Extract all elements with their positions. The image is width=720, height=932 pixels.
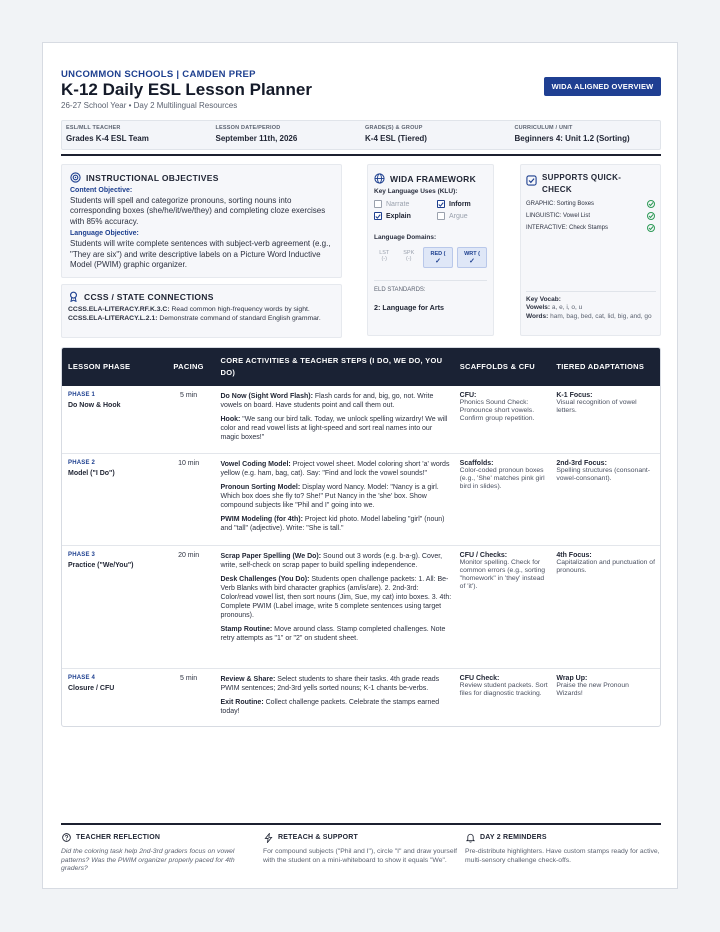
check-circle-icon — [647, 200, 655, 208]
support-item — [526, 212, 655, 220]
step-title: Pronoun Sorting Model: — [220, 484, 301, 491]
wida-overview-button[interactable]: WIDA ALIGNED OVERVIEW — [544, 77, 661, 96]
tiered-cell — [553, 454, 660, 545]
domain-reading[interactable] — [423, 247, 453, 268]
scaffold-text: Monitor spelling. Check for common errors (e.g., sorting "homework" in 'they' instead of 'it'). — [459, 559, 546, 590]
teacher-reflection — [61, 832, 257, 874]
checkbox-checked-icon — [437, 200, 445, 208]
wida-title: WIDA FRAMEWORK — [390, 173, 477, 184]
vowels-list: a, e, i, o, u — [550, 304, 583, 311]
activity-step — [220, 415, 451, 442]
domain-writing[interactable] — [457, 247, 487, 268]
scaffold-heading: CFU / Checks: — [459, 552, 508, 559]
step-title: Vowel Coding Model: — [220, 461, 291, 468]
meta-unit — [511, 121, 661, 149]
supports-title: SUPPORTS QUICK-CHECK — [542, 173, 622, 194]
klu-label-text: Narrate — [386, 200, 410, 208]
step-text: Sound out 3 words (e.g. b-a-g). Cover, write, self-check on scrap paper to build spelling independence. — [220, 553, 443, 569]
header-core-activities: CORE ACTIVITIES & TEACHER STEPS (I DO, WE DO, YOU DO) — [220, 356, 443, 377]
step-title: Stamp Routine: — [220, 626, 273, 633]
scaffold-cell — [456, 454, 554, 545]
step-title: Do Now (Sight Word Flash): — [220, 393, 313, 400]
scaffold-text: Color-coded pronoun boxes (e.g., 'She' matches pink girl bird in slides). — [459, 467, 545, 490]
lesson-meta-bar — [61, 120, 661, 150]
scaffold-cell — [456, 386, 554, 453]
eld-label: ELD STANDARDS: — [374, 287, 426, 293]
activity-step — [220, 625, 451, 643]
content-objective-label: Content Objective: — [70, 187, 133, 194]
phase-number: PHASE 4 — [68, 675, 96, 681]
words-list: ham, bag, bed, cat, lid, big, and, go — [548, 312, 652, 320]
phase-cell — [62, 546, 161, 668]
reteach-text: For compound subjects ("Phil and I"), circle "I" and draw yourself with the student on a mini-whiteboard to show it equals "We". — [263, 848, 458, 864]
objectives-title: INSTRUCTIONAL OBJECTIVES — [86, 172, 219, 183]
header-lesson-phase: LESSON PHASE — [68, 362, 131, 371]
reflection-text: Did the coloring task help 2nd-3rd graders focus on vowel patterns? Was the PWIM organizer properly paced for 4th graders? — [61, 848, 235, 873]
meta-label: GRADE(S) & GROUP — [365, 125, 423, 131]
reteach-title: RETEACH & SUPPORT — [278, 834, 359, 841]
klu-options — [374, 200, 487, 220]
step-text: Project vowel sheet. Model coloring short 'a' words yellow (e.g. ham, bag, cat). Say: "Find and lock the vowel sounds!" — [220, 461, 450, 477]
domain-listening[interactable] — [374, 247, 395, 268]
checkbox-empty-icon — [437, 212, 445, 220]
domain-mark: ✓ — [435, 258, 441, 265]
target-icon — [70, 172, 81, 183]
checkbox-empty-icon — [374, 200, 382, 208]
activity-step — [220, 515, 451, 533]
domain-code: SPK — [403, 250, 415, 256]
step-text: "We sang our bird talk. Today, we unlock spelling wizardry! We will color and read vowel lists at light-speed and sort real names into our magic boxes!" — [220, 416, 448, 441]
core-cell — [216, 546, 455, 668]
scaffold-text: Review student packets. Sort files for diagnostic tracking. — [459, 682, 548, 697]
supports-list — [526, 200, 655, 232]
key-vocab — [526, 291, 656, 321]
tiered-cell — [553, 546, 660, 668]
phase-cell — [62, 386, 161, 453]
check-circle-icon — [647, 224, 655, 232]
check-square-icon — [526, 175, 537, 186]
core-cell — [216, 386, 455, 453]
meta-teacher — [62, 121, 212, 149]
phase-cell — [62, 454, 161, 545]
header-scaffolds: SCAFFOLDS & CFU — [459, 362, 536, 371]
reflection-heading — [61, 832, 257, 843]
step-text: Collect challenge packets. Celebrate the stamps earned today! — [220, 699, 440, 715]
check-circle-icon — [647, 212, 655, 220]
meta-value: Beginners 4: Unit 1.2 (Sorting) — [514, 134, 630, 143]
activity-step — [220, 392, 451, 410]
step-title: Scrap Paper Spelling (We Do): — [220, 553, 322, 560]
ccss-list — [68, 306, 335, 323]
meta-grade — [361, 121, 511, 149]
language-domains — [374, 247, 487, 268]
step-text: Project kid photo. Model labeling "girl" (noun) and "tall" (adjective). Write: "She is tall." — [220, 516, 445, 532]
table-row — [62, 453, 660, 545]
reminders-title: DAY 2 REMINDERS — [480, 834, 547, 841]
klu-label: Key Language Uses (KLU): — [374, 188, 458, 195]
klu-label-text: Argue — [449, 212, 468, 220]
wida-heading — [374, 173, 487, 184]
domain-mark: (-) — [381, 256, 387, 262]
pacing-cell: 20 min — [178, 552, 200, 559]
reminders-text: Pre-distribute highlighters. Have custom stamps ready for active, multi-sensory challenge check-offs. — [465, 848, 660, 864]
reminders-heading — [465, 832, 661, 843]
step-text: Flash cards for and, big, go, not. Write vowels on board. Have students point and call them out. — [220, 393, 434, 409]
reteach-heading — [263, 832, 459, 843]
klu-argue[interactable] — [437, 212, 500, 220]
step-title: Desk Challenges (You Do): — [220, 576, 310, 583]
vowels-label: Vowels: — [526, 304, 551, 311]
activity-step — [220, 460, 451, 478]
tier-text: Capitalization and punctuation of pronouns. — [556, 559, 655, 574]
scaffold-heading: CFU Check: — [459, 675, 500, 682]
ccss-card — [61, 284, 342, 338]
domain-code: WRT ( — [464, 251, 480, 257]
klu-label-text: Explain — [386, 212, 411, 220]
scaffold-heading: Scaffolds: — [459, 460, 494, 467]
scaffold-heading: CFU: — [459, 392, 477, 399]
supports-heading — [526, 172, 655, 196]
reteach-support — [263, 832, 459, 865]
activity-step — [220, 552, 451, 570]
header-divider — [61, 154, 661, 156]
table-row — [62, 386, 660, 453]
tiered-cell — [553, 669, 660, 727]
support-text: INTERACTIVE: Check Stamps — [526, 225, 609, 231]
phase-number: PHASE 2 — [68, 460, 96, 466]
phase-name: Do Now & Hook — [68, 402, 121, 409]
activity-step — [220, 675, 451, 693]
tier-text: Praise the new Pronoun Wizards! — [556, 682, 629, 697]
phase-number: PHASE 3 — [68, 552, 96, 558]
meta-label: ESL/MLL TEACHER — [66, 125, 121, 131]
lesson-plan-sheet — [42, 42, 678, 889]
ccss-text: Read common high-frequency words by sight. — [169, 306, 310, 313]
scaffold-cell — [456, 546, 554, 668]
pacing-cell: 10 min — [178, 460, 200, 467]
lesson-phases-table — [61, 347, 661, 727]
domain-speaking[interactable] — [399, 247, 420, 268]
step-text: Display word Nancy. Model: "Nancy is a girl. Which box does she fly to? She!" Put Nancy in the 'she' box. Show compound subjects like "Phil and I" going into we. — [220, 484, 439, 509]
eld-value: 2: Language for Arts — [374, 303, 445, 312]
pacing-cell: 5 min — [180, 675, 198, 682]
help-circle-icon — [61, 832, 72, 843]
globe-icon — [374, 173, 385, 184]
header-pacing: PACING — [173, 362, 204, 371]
award-icon — [68, 291, 79, 302]
ccss-title: CCSS / STATE CONNECTIONS — [84, 291, 214, 302]
step-title: Hook: — [220, 416, 241, 423]
ccss-code: CCSS.ELA-LITERACY.L.2.1: — [68, 314, 158, 322]
meta-date — [212, 121, 362, 149]
phase-name: Closure / CFU — [68, 685, 115, 692]
org-name: UNCOMMON SCHOOLS | CAMDEN PREP — [61, 69, 256, 80]
step-title: Exit Routine: — [220, 699, 264, 706]
pacing-cell: 5 min — [180, 392, 198, 399]
phase-name: Practice ("We/You") — [68, 562, 134, 569]
supports-card — [520, 164, 661, 336]
ccss-text: Demonstrate command of standard English grammar. — [157, 314, 321, 322]
tiered-cell — [553, 386, 660, 453]
domain-mark: ✓ — [469, 258, 475, 265]
support-item — [526, 224, 655, 232]
objectives-heading — [70, 172, 333, 183]
wida-card — [367, 164, 494, 336]
vocab-label: Key Vocab: — [526, 296, 561, 303]
tier-heading: Wrap Up: — [556, 675, 588, 682]
domain-code: RED ( — [430, 251, 446, 257]
words-label: Words: — [526, 312, 549, 320]
page-title: K-12 Daily ESL Lesson Planner — [61, 80, 312, 99]
vocab-vowels — [526, 304, 656, 313]
support-item — [526, 200, 655, 208]
tier-text: Visual recognition of vowel letters. — [556, 399, 637, 414]
step-title: Review & Share: — [220, 676, 276, 683]
step-text: Move around class. Stamp completed challenges. Note retry attempts as "1" or "2" on student sheet. — [220, 626, 446, 642]
activity-step — [220, 698, 451, 716]
meta-value: K-4 ESL (Tiered) — [365, 134, 427, 143]
objectives-card — [61, 164, 342, 278]
tier-heading: 4th Focus: — [556, 552, 592, 559]
domain-mark: (-) — [406, 256, 412, 262]
ccss-item — [68, 315, 335, 324]
phase-number: PHASE 1 — [68, 392, 96, 398]
page-subtitle: 26-27 School Year • Day 2 Multilingual Resources — [61, 101, 238, 110]
table-header — [62, 348, 660, 386]
core-cell — [216, 454, 455, 545]
klu-inform[interactable] — [437, 200, 500, 208]
tier-heading: K-1 Focus: — [556, 392, 593, 399]
lightning-icon — [263, 832, 274, 843]
meta-value: Grades K-4 ESL Team — [66, 134, 149, 143]
eld-standards — [374, 280, 487, 312]
domains-label: Language Domains: — [374, 234, 437, 241]
activity-step — [220, 575, 451, 620]
phase-cell — [62, 669, 161, 727]
support-text: LINGUISTIC: Vowel List — [526, 213, 591, 219]
language-objective-text: Students will write complete sentences with subject-verb agreement (e.g., "They are six") and write descriptive labels on a Picture Word Inductive Model (PWIM) graphic organizer. — [70, 239, 331, 270]
core-cell — [216, 669, 455, 727]
table-row — [62, 545, 660, 668]
tier-text: Spelling structures (consonant-vowel-consonant). — [556, 467, 651, 482]
step-text: Students open challenge packets: 1. All: Be-Verb Blanks with bird character graphics (am/is/are). 2. 2nd-3rd: Color/read vowel list, then sort nouns (Jim, Sue, my cat) into boxes. 3. 4th: Complete PWIM (Label image, write 5 complete sentences using target pronouns). — [220, 576, 452, 619]
domain-code: LST — [379, 250, 390, 256]
klu-explain[interactable] — [374, 212, 437, 220]
table-row — [62, 668, 660, 727]
footer-divider — [61, 823, 661, 825]
header-tiered: TIERED ADAPTATIONS — [556, 362, 645, 371]
phase-name: Model ("I Do") — [68, 470, 115, 477]
klu-label-text: Inform — [449, 200, 471, 208]
day-reminders — [465, 832, 661, 865]
ccss-heading — [68, 291, 335, 302]
reflection-title: TEACHER REFLECTION — [76, 834, 161, 841]
vocab-words — [526, 313, 656, 322]
meta-value: September 11th, 2026 — [215, 134, 298, 143]
step-text: Select students to share their tasks. 4th grade reads PWIM sentences; 2nd-3rd yells sorted nouns; K-1 chants be-verbs. — [220, 676, 440, 692]
checkbox-checked-icon — [374, 212, 382, 220]
language-objective-label: Language Objective: — [70, 230, 139, 238]
activity-step — [220, 483, 451, 510]
klu-narrate[interactable] — [374, 200, 437, 208]
support-text: GRAPHIC: Sorting Boxes — [526, 201, 595, 207]
bell-icon — [465, 832, 476, 843]
scaffold-cell — [456, 669, 554, 727]
content-objective-text: Students will spell and categorize pronouns, sorting nouns into corresponding boxes (she/he/it/we/they) and completing cloze exercises with 85% accuracy. — [70, 196, 326, 226]
step-title: PWIM Modeling (for 4th): — [220, 516, 303, 523]
ccss-item — [68, 306, 335, 315]
tier-heading: 2nd-3rd Focus: — [556, 460, 607, 467]
meta-label: LESSON DATE/PERIOD — [215, 125, 281, 131]
scaffold-text: Phonics Sound Check: Pronounce short vowels. Confirm group repetition. — [459, 399, 535, 422]
meta-label: CURRICULUM / UNIT — [514, 125, 573, 131]
ccss-code: CCSS.ELA-LITERACY.RF.K.3.C: — [68, 306, 170, 313]
